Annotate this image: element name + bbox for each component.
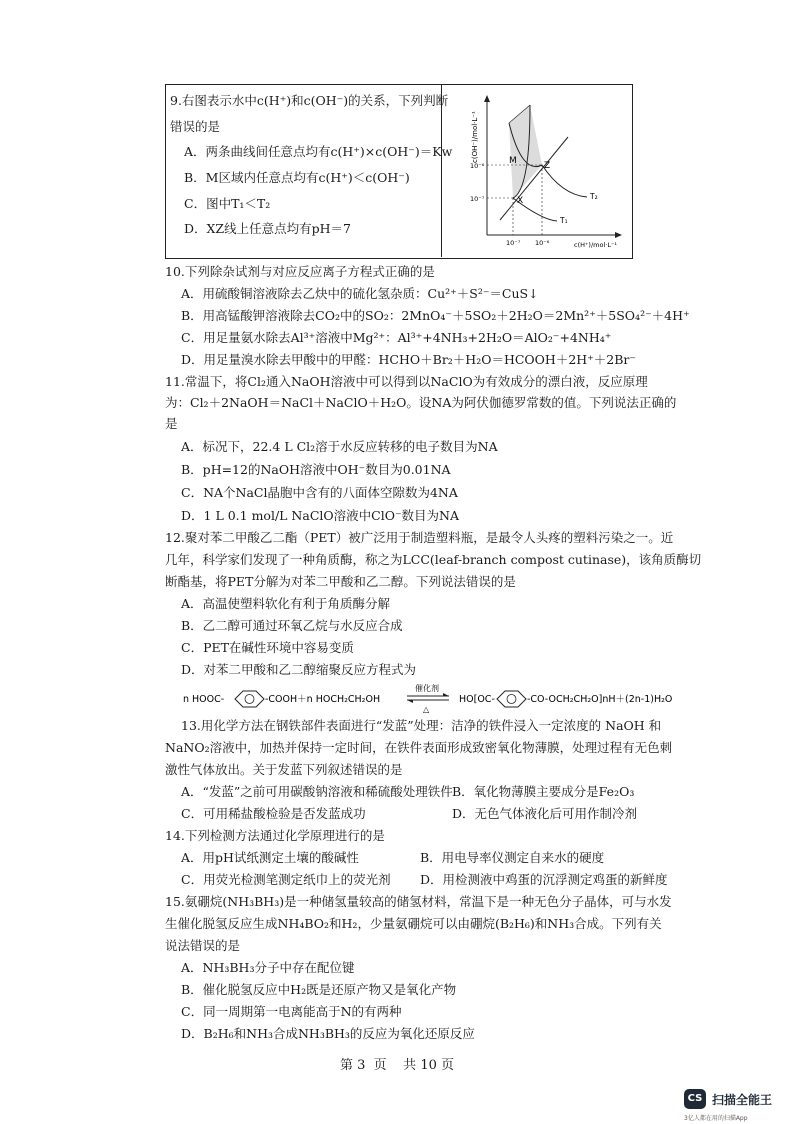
q12-option-b: B．乙二醇可通过环氧乙烷与水反应合成 [181,618,403,633]
eq-right-part2: -CO-OCH₂CH₂O]nH＋(2n-1)H₂O [527,694,673,705]
x-axis-label: c(H⁺)/mol·L⁻¹ [574,241,617,249]
eq-heat: △ [423,705,430,714]
q12-stem-line3: 断酯基，将PET分解为对苯二甲酸和乙二醇。下列说法错误的是 [165,574,516,589]
q12-stem-line2: 几年，科学家们发现了一种角质酶，称之为LCC(leaf-branch compost cutinase)，该角质酶切 [165,552,702,567]
q13-stem-line3: 激性气体放出。关于发蓝下列叙述错误的是 [165,762,403,777]
benzene-ring-right-circle [507,695,516,704]
q11-option-c: C．NA个NaCl晶胞中含有的八面体空隙数为4NA [181,485,458,500]
q15-stem-line2: 生催化脱氢反应生成NH₄BO₂和H₂，少量氨硼烷可以由硼烷(B₂H₆)和NH₃合成。下列有关 [165,916,662,931]
q11-option-a: A．标况下，22.4 L Cl₂溶于水反应转移的电子数目为NA [181,439,498,454]
q10-option-d: D．用足量溴水除去甲酸中的甲醛：HCHO＋Br₂＋H₂O＝HCOOH＋2H⁺＋2Br⁻ [181,352,636,367]
label-m: M [509,156,517,166]
eq-arrow-bottom-head [407,700,413,703]
benzene-ring-left [235,691,264,707]
q12-option-c: C．PET在碱性环境中容易变质 [181,640,354,655]
q13-stem-line2: NaNO₂溶液中，加热并保持一定时间，在铁件表面形成致密氧化物薄膜，处理过程有无色刺 [165,740,673,755]
q10-option-b: B．用高锰酸钾溶液除去CO₂中的SO₂：2MnO₄⁻＋5SO₂＋2H₂O＝2Mn²⁺＋5SO₄²⁻＋4H⁺ [181,308,690,323]
benzene-ring-right [497,691,526,707]
q9-stem-line2: 错误的是 [170,119,221,134]
q14-option-d: D．用检测液中鸡蛋的沉浮测定鸡蛋的新鲜度 [420,872,668,887]
q15-stem-line3: 说法错误的是 [165,938,241,953]
q15-stem-line1: 15.氨硼烷(NH₃BH₃)是一种储氢量较高的储氢材料，常温下是一种无色分子晶体，可与水发 [165,894,672,909]
scanner-title: 扫描全能王 [712,1093,773,1107]
q15-option-a: A．NH₃BH₃分子中存在配位键 [181,960,355,975]
label-t1: T₁ [560,216,568,225]
q10-stem: 10.下列除杂试剂与对应反应离子方程式正确的是 [165,264,435,279]
scanner-logo-icon: CS [684,1089,706,1109]
q15-option-d: D．B₂H₆和NH₃合成NH₃BH₃的反应为氧化还原反应 [181,1026,475,1041]
q15-option-c: C．同一周期第一电离能高于N的有两种 [181,1004,402,1019]
label-z: Z [544,161,551,171]
q14-option-c: C．用荧光检测笔测定纸巾上的荧光剂 [181,872,391,887]
benzene-ring-left-circle [245,695,254,704]
page-footer: 第 3 页 共 10 页 [339,1058,454,1073]
q12-option-a: A．高温使塑料软化有利于角质酶分解 [181,596,391,611]
scanner-subtitle: 3亿人都在用的扫描App [684,1115,748,1122]
x-tick-2: 10⁻⁶ [535,239,550,247]
x-axis-arrow [615,232,622,238]
q9-option-d: D．XZ线上任意点均有pH＝7 [184,221,351,236]
q13-option-d: D．无色气体液化后可用作制冷剂 [452,806,638,821]
label-t2: T₂ [590,192,598,201]
q9-option-a: A．两条曲线间任意点均有c(H⁺)×c(OH⁻)＝Kw [184,144,453,159]
label-x: X [517,196,524,206]
y-axis-arrow [484,95,490,102]
eq-arrow-top-head [443,693,449,696]
q9-stem-line1: 9.右图表示水中c(H⁺)和c(OH⁻)的关系，下列判断 [170,93,449,108]
q9-option-b: B．M区域内任意点均有c(H⁺)＜c(OH⁻) [184,170,410,185]
q9-option-c: C．图中T₁＜T₂ [184,196,271,211]
eq-left-part2: -COOH＋n HOCH₂CH₂OH [265,694,381,705]
q11-stem-line3: 是 [165,416,178,431]
q13-option-c: C．可用稀盐酸检验是否发蓝成功 [181,806,366,821]
q13-option-b: B．氧化物薄膜主要成分是Fe₂O₃ [452,784,635,799]
y-tick-1: 10⁻⁶ [470,162,485,170]
q9-graph [442,85,630,256]
q13-stem-line1: 13.用化学方法在钢铁部件表面进行“发蓝”处理：洁净的铁件浸入一定浓度的 NaOH 和 [181,718,662,733]
q14-stem: 14.下列检测方法通过化学原理进行的是 [165,828,385,843]
q12-equation [181,682,721,716]
y-axis-label: c(OH⁻)/mol·L⁻¹ [471,111,479,163]
q11-option-b: B．pH=12的NaOH溶液中OH⁻数目为0.01NA [181,462,451,477]
q11-stem-line1: 11.常温下，将Cl₂通入NaOH溶液中可以得到以NaClO为有效成分的漂白液，反应原理 [165,374,648,389]
q12-stem-line1: 12.聚对苯二甲酸乙二酯（PET）被广泛用于制造塑料瓶，是最令人头疼的塑料污染之一。近 [165,530,674,545]
y-tick-2: 10⁻⁷ [470,195,485,203]
q13-option-a: A．“发蓝”之前可用碳酸钠溶液和稀硫酸处理铁件 [181,784,453,799]
q10-option-a: A．用硫酸铜溶液除去乙炔中的硫化氢杂质：Cu²⁺＋S²⁻＝CuS↓ [181,286,539,301]
q11-stem-line2: 为：Cl₂＋2NaOH＝NaCl＋NaClO＋H₂O。设NA为阿伏伽德罗常数的值。下列说法正确的 [165,395,677,410]
eq-catalyst: 催化剂 [415,684,439,693]
q14-option-b: B．用电导率仪测定自来水的硬度 [420,850,605,865]
q14-option-a: A．用pH试纸测定土壤的酸碱性 [181,850,359,865]
q15-option-b: B．催化脱氢反应中H₂既是还原产物又是氧化产物 [181,982,457,997]
q11-option-d: D．1 L 0.1 mol/L NaClO溶液中ClO⁻数目为NA [181,508,460,523]
x-tick-1: 10⁻⁷ [506,239,521,247]
q12-option-d: D．对苯二甲酸和乙二醇缩聚反应方程式为 [181,662,417,677]
eq-right-part1: HO[OC- [459,694,495,705]
q10-option-c: C．用足量氨水除去Al³⁺溶液中Mg²⁺：Al³⁺+4NH₃+2H₂O＝AlO₂⁻+4NH₄⁺ [181,330,612,345]
eq-left-part1: n HOOC- [183,694,225,705]
